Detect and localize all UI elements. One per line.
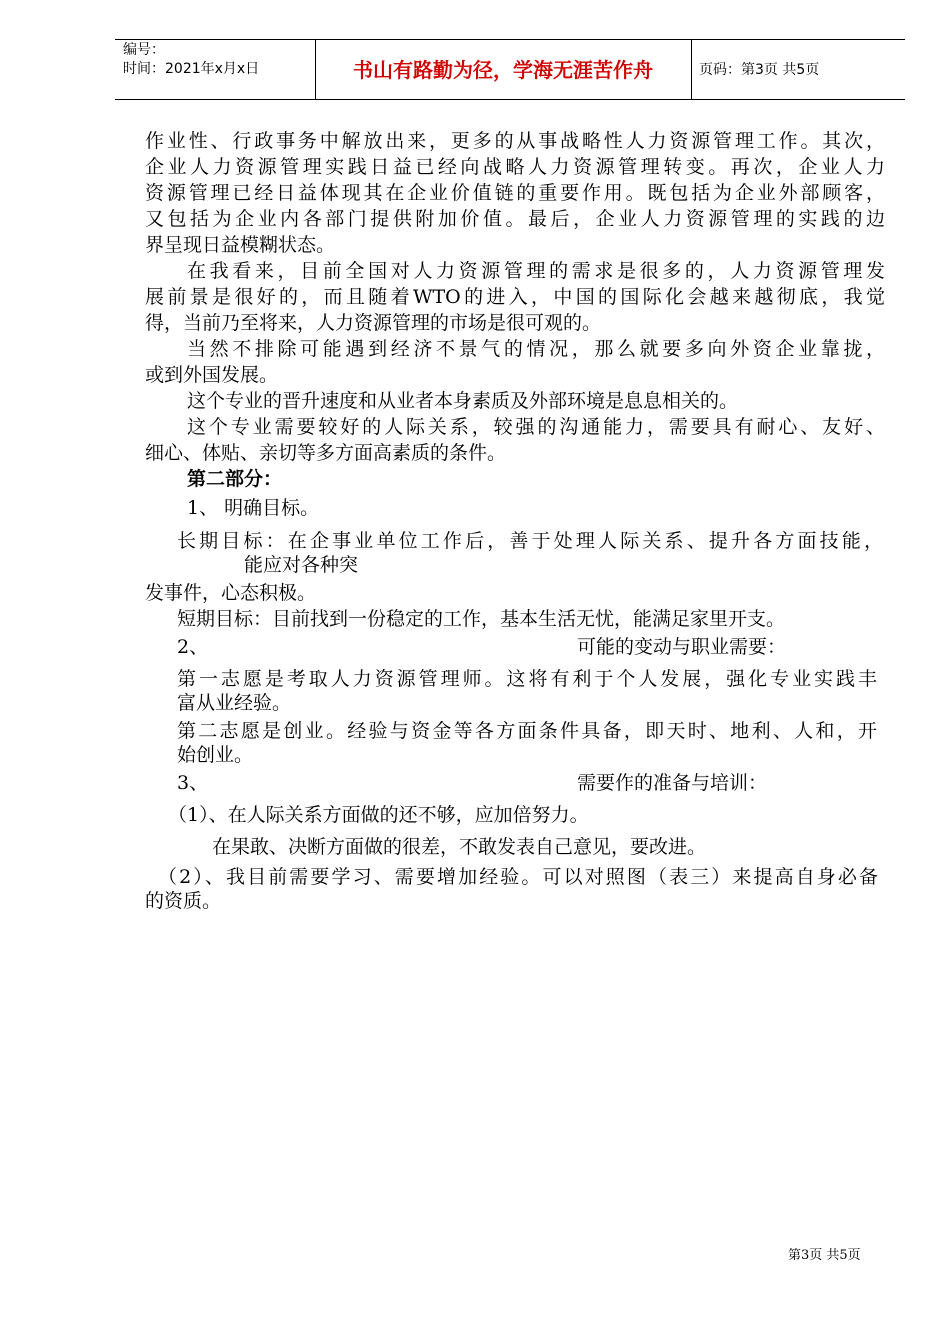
header-number-label: 编号： [123, 42, 165, 58]
item3-title: 需要作的准备与培训： [577, 772, 768, 794]
wish1-line-2: 富从业经验。 [177, 692, 292, 714]
part2-heading: 第二部分： [187, 468, 283, 490]
prep1-line: （1）、在人际关系方面做的还不够，应加倍努力。 [168, 804, 589, 826]
page-header [115, 39, 905, 101]
header-motto: 书山有路勤为径，学海无涯苦作舟 [353, 58, 653, 82]
p2-line-3: 得，当前乃至将来，人力资源管理的市场是很可观的。 [145, 312, 602, 334]
header-page-label: 页码：第3页 共5页 [699, 62, 820, 78]
item2-title: 可能的变动与职业需要： [577, 636, 787, 658]
header-top-rule [115, 39, 905, 40]
prep2-line-2: 的资质。 [145, 890, 222, 912]
p1-line-1: 作业性、行政事务中解放出来，更多的从事战略性人力资源管理工作。其次， [145, 130, 885, 152]
p1-line-5: 界呈现日益模糊状态。 [145, 234, 336, 256]
p4-line-1: 这个专业的晋升速度和从业者本身素质及外部环境是息息相关的。 [187, 390, 739, 412]
wish1-line-1: 第一志愿是考取人力资源管理师。这将有利于个人发展，强化专业实践丰 [177, 668, 877, 690]
prep1b-line: 在果敢、决断方面做的很差，不敢发表自己意见，要改进。 [212, 836, 707, 858]
p3-line-2: 或到外国发展。 [145, 364, 279, 386]
header-divider-right [691, 39, 692, 100]
p2-line-1: 在我看来，目前全国对人力资源管理的需求是很多的，人力资源管理发 [187, 260, 885, 282]
long-term-line-3: 发事件，心态积极。 [145, 582, 317, 604]
long-term-line-1: 长期目标：在企事业单位工作后，善于处理人际关系、提升各方面技能， [177, 530, 883, 552]
p5-line-1: 这个专业需要较好的人际关系，较强的沟通能力，需要具有耐心、友好、 [187, 416, 885, 438]
p3-line-1: 当然不排除可能遇到经济不景气的情况，那么就要多向外资企业靠拢， [187, 338, 885, 360]
item1-heading: 1、 明确目标。 [187, 497, 320, 519]
item2-number: 2、 [177, 636, 209, 658]
long-term-line-2: 能应对各种突 [244, 554, 359, 576]
p1-line-2: 企业人力资源管理实践日益已经向战略人力资源管理转变。再次，企业人力 [145, 156, 885, 178]
header-bottom-rule [115, 99, 905, 100]
p1-line-3: 资源管理已经日益体现其在企业价值链的重要作用。既包括为企业外部顾客， [145, 182, 885, 204]
prep2-line-1: （2）、我目前需要学习、需要增加经验。可以对照图（表三）来提高自身必备 [158, 866, 878, 888]
header-meta [123, 41, 259, 79]
wish2-line-2: 始创业。 [177, 744, 254, 766]
p2-line-2: 展前景是很好的，而且随着WTO的进入，中国的国际化会越来越彻底，我觉 [145, 286, 885, 308]
item3-number: 3、 [177, 772, 209, 794]
short-term-line: 短期目标：目前找到一份稳定的工作，基本生活无忧，能满足家里开支。 [177, 608, 786, 630]
wish2-line-1: 第二志愿是创业。经验与资金等各方面条件具备，即天时、地利、人和，开 [177, 720, 877, 742]
p5-line-2: 细心、体贴、亲切等多方面高素质的条件。 [145, 442, 507, 464]
p1-line-4: 又包括为企业内各部门提供附加价值。最后，企业人力资源管理的实践的边 [145, 208, 885, 230]
header-time-label: 时间：2021年x月x日 [123, 61, 260, 77]
footer-page-number: 第3页 共5页 [788, 1248, 861, 1263]
